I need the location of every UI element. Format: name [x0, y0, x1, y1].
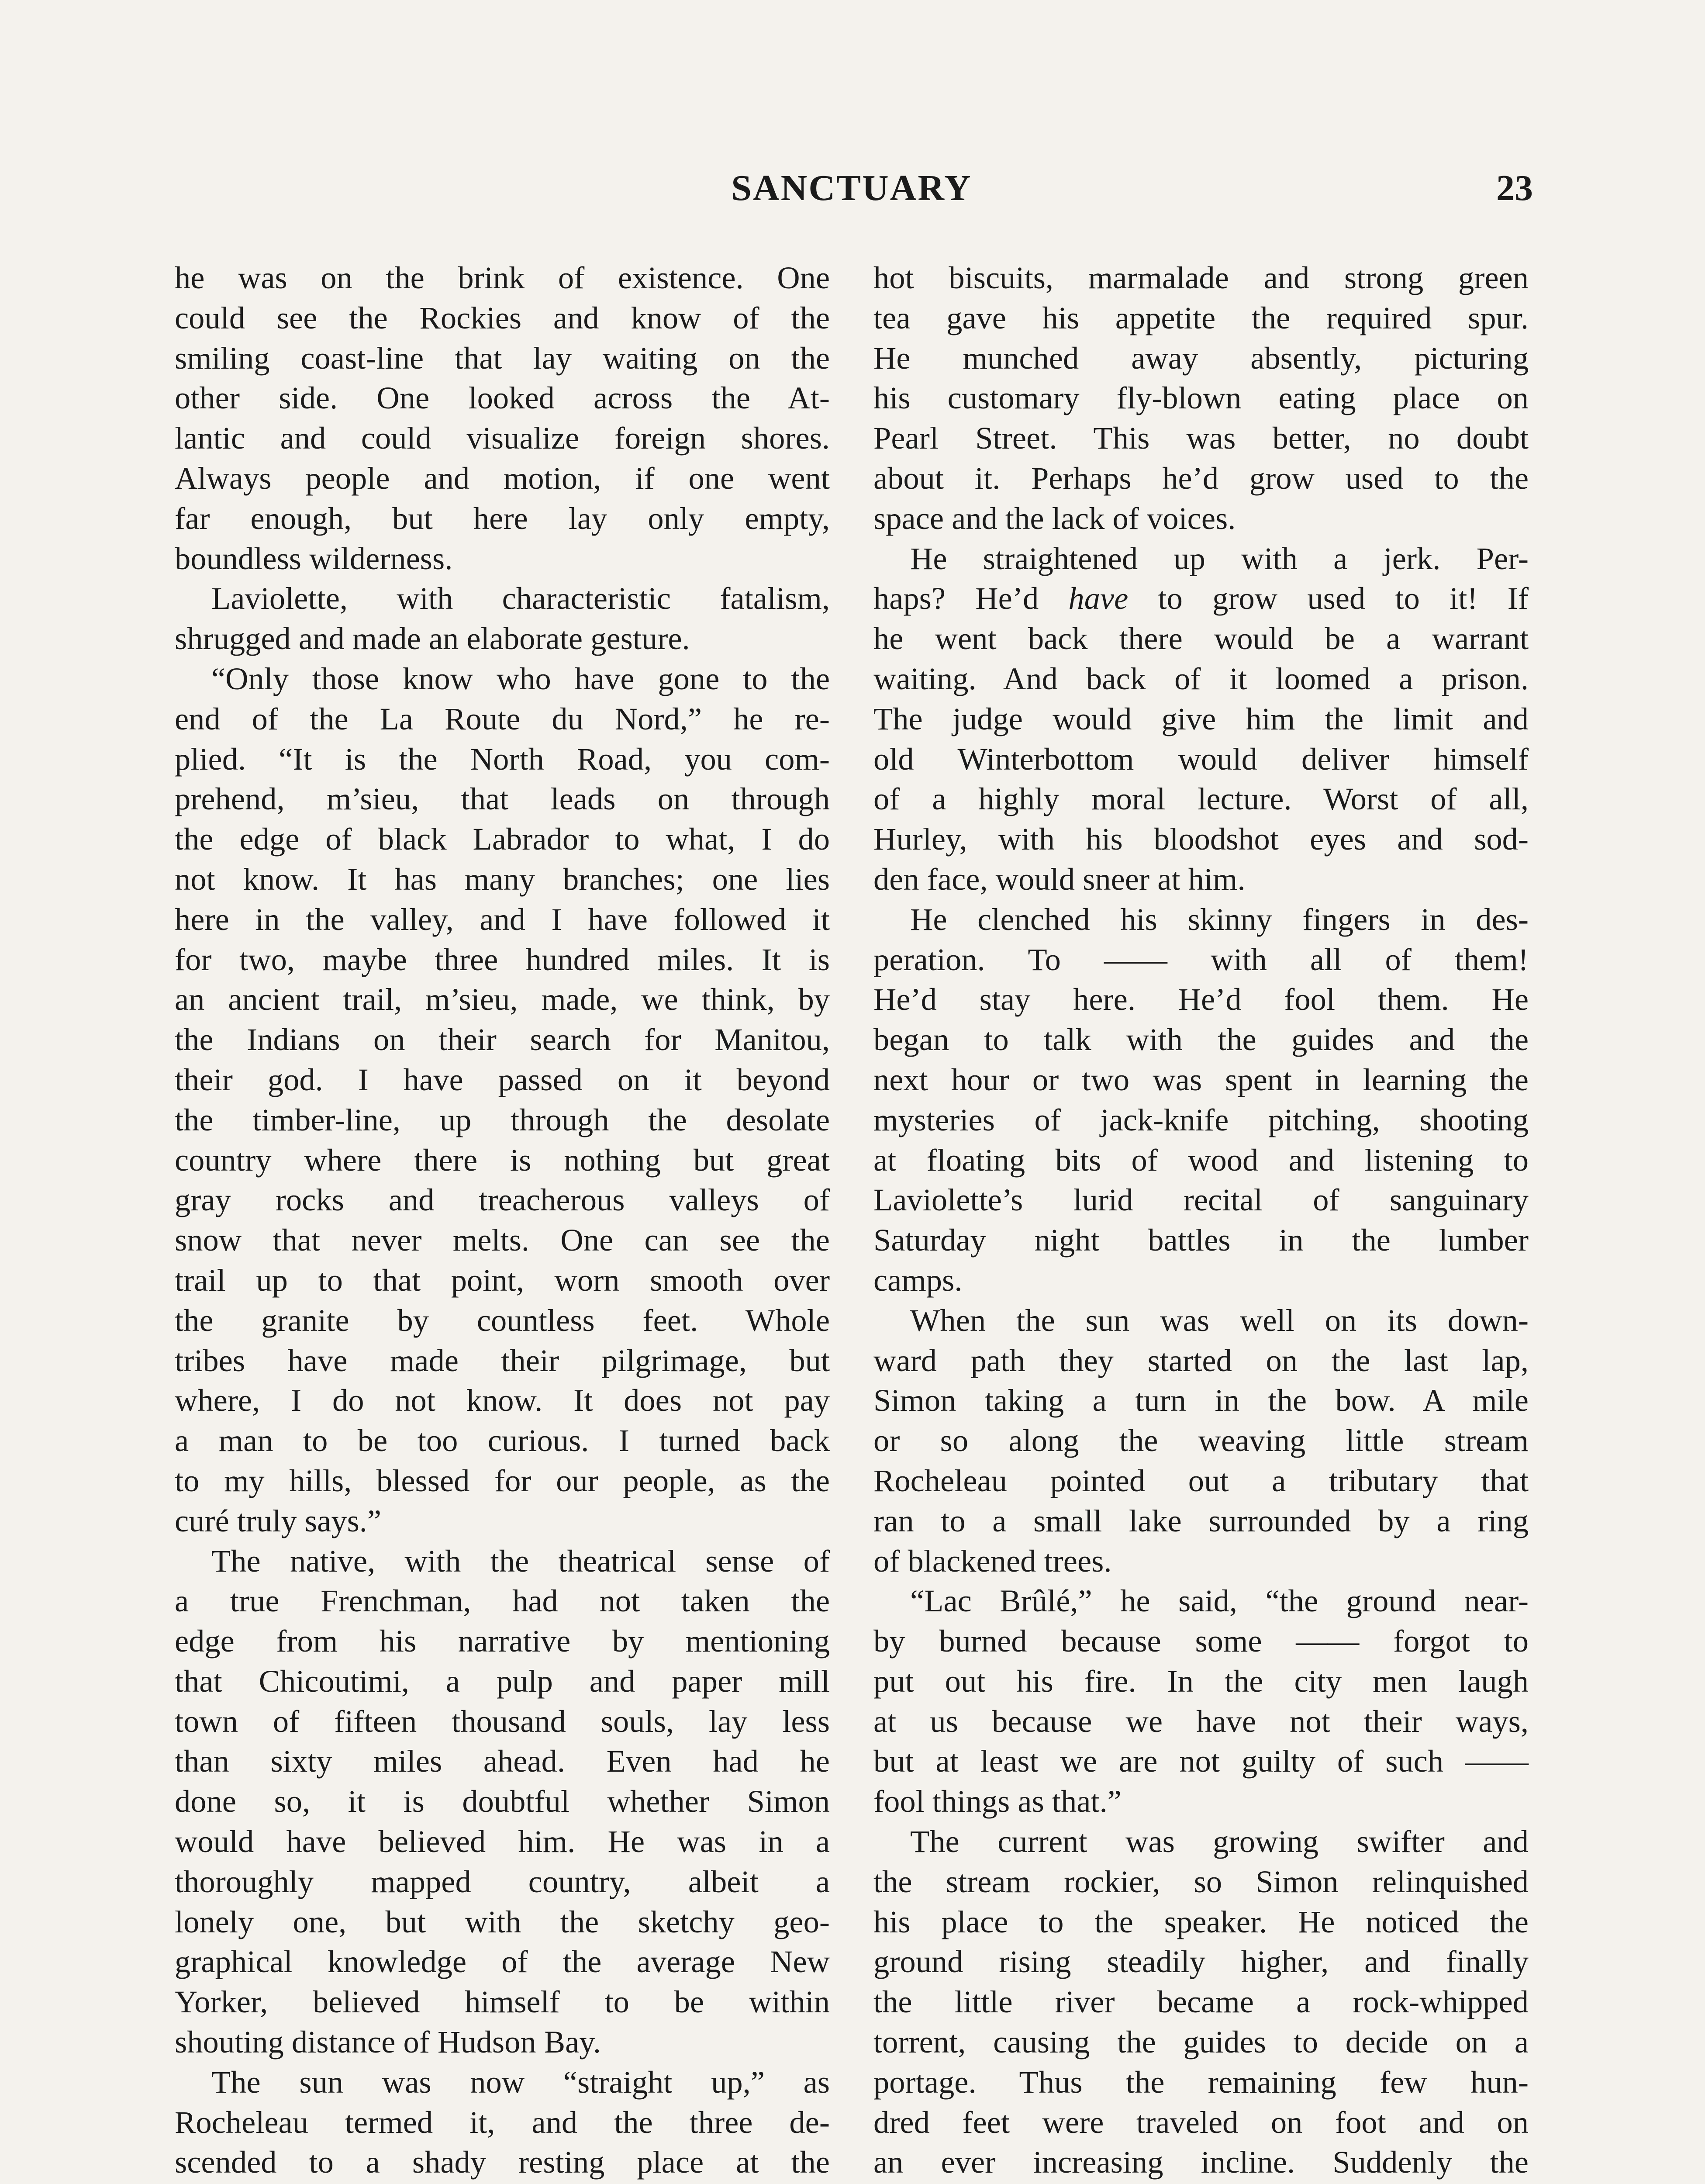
text-line: would have believed him. He was in a — [175, 1824, 830, 1859]
text-line: here in the valley, and I have followed it — [175, 901, 830, 937]
text-line: tea gave his appetite the required spur. — [873, 300, 1529, 335]
text-line: portage. Thus the remaining few hun- — [873, 2064, 1529, 2100]
paragraph — [873, 1821, 1529, 2184]
text-line: their god. I have passed on it beyond — [175, 1061, 830, 1097]
text-line: of blackened trees. — [873, 1543, 1112, 1579]
running-head: SANCTUARY — [731, 168, 972, 208]
paragraph — [873, 1300, 1529, 1581]
right-text-column — [873, 258, 1529, 2184]
text-line: but at least we are not guilty of such —— — [873, 1743, 1529, 1779]
text-line: “Only those know who have gone to the — [211, 660, 830, 696]
text-line: the granite by countless feet. Whole — [175, 1302, 830, 1338]
text-line: for two, maybe three hundred miles. It is — [175, 941, 830, 977]
text-line: old Winterbottom would deliver himself — [873, 741, 1529, 777]
text-line: or so along the weaving little stream — [873, 1423, 1529, 1458]
text-line: Saturday night battles in the lumber — [873, 1222, 1529, 1258]
text-line: at floating bits of wood and listening to — [873, 1142, 1529, 1178]
text-line: by burned because some —— forgot to — [873, 1623, 1529, 1659]
text-line — [175, 2182, 830, 2184]
paragraph — [175, 1541, 830, 2062]
page-header — [175, 167, 1533, 215]
text-line: a man to be too curious. I turned back — [175, 1423, 830, 1458]
text-line: the timber-line, up through the desolate — [175, 1102, 830, 1137]
text-line: he was on the brink of existence. One — [175, 260, 830, 295]
text-line: Hurley, with his bloodshot eyes and sod- — [873, 821, 1529, 857]
text-line: He straightened up with a jerk. Per- — [910, 540, 1529, 576]
text-line: smiling coast-line that lay waiting on the — [175, 340, 830, 376]
text-line: The sun was now “straight up,” as — [211, 2064, 830, 2100]
text-line: not know. It has many branches; one lies — [175, 861, 830, 897]
paragraph — [175, 2062, 830, 2184]
text-line: a true Frenchman, had not taken the — [175, 1583, 830, 1619]
text-line: The current was growing swifter and — [910, 1824, 1529, 1859]
text-line: Laviolette’s lurid recital of sanguinary — [873, 1182, 1529, 1218]
text-line: about it. Perhaps he’d grow used to the — [873, 460, 1529, 496]
text-line — [873, 2182, 1529, 2184]
text-line: edge from his narrative by mentioning — [175, 1623, 830, 1659]
text-line: that Chicoutimi, a pulp and paper mill — [175, 1663, 830, 1699]
text-line: Yorker, believed himself to be within — [175, 1984, 830, 2020]
text-line: gray rocks and treacherous valleys of — [175, 1182, 830, 1218]
text-line: camps. — [873, 1262, 963, 1298]
text-line: shouting distance of Hudson Bay. — [175, 2024, 601, 2060]
text-line: He clenched his skinny fingers in des- — [910, 901, 1529, 937]
text-line: prehend, m’sieu, that leads on through — [175, 781, 830, 817]
text-line: the little river became a rock-whipped — [873, 1984, 1529, 2020]
emphasis: have — [1068, 581, 1129, 616]
text-line: The native, with the theatrical sense of — [211, 1543, 830, 1579]
text-line: graphical knowledge of the average New — [175, 1944, 830, 1980]
text-line: shrugged and made an elaborate gesture. — [175, 621, 690, 657]
text-line: of a highly moral lecture. Worst of all, — [873, 781, 1529, 817]
text-line: fool things as that.” — [873, 1783, 1122, 1819]
text-line: He munched away absently, picturing — [873, 340, 1529, 376]
text-line: ward path they started on the last lap, — [873, 1342, 1529, 1378]
text-line: When the sun was well on its down- — [910, 1302, 1529, 1338]
text-line: country where there is nothing but great — [175, 1142, 830, 1178]
text-line: town of fifteen thousand souls, lay less — [175, 1703, 830, 1739]
paragraph — [873, 258, 1529, 539]
paragraph — [873, 1581, 1529, 1821]
text-line: den face, would sneer at him. — [873, 861, 1246, 897]
text-line: put out his fire. In the city men laugh — [873, 1663, 1529, 1699]
text-line: Rocheleau pointed out a tributary that — [873, 1462, 1529, 1498]
text-line: boundless wilderness. — [175, 540, 453, 576]
text-line: Always people and motion, if one went — [175, 460, 830, 496]
page-number: 23 — [1496, 168, 1533, 208]
text-line: waiting. And back of it loomed a prison. — [873, 660, 1529, 696]
text-line: peration. To —— with all of them! — [873, 941, 1529, 977]
text-line: space and the lack of voices. — [873, 500, 1236, 536]
text-line: trail up to that point, worn smooth over — [175, 1262, 830, 1298]
text-line: hot biscuits, marmalade and strong green — [873, 260, 1529, 295]
text-line: to my hills, blessed for our people, as the — [175, 1462, 830, 1498]
text-line: Pearl Street. This was better, no doubt — [873, 420, 1529, 456]
text-line: could see the Rockies and know of the — [175, 300, 830, 335]
text-line: began to talk with the guides and the — [873, 1022, 1529, 1057]
text-line: he went back there would be a warrant — [873, 621, 1529, 657]
paragraph — [175, 578, 830, 659]
text-line: far enough, but here lay only empty, — [175, 500, 830, 536]
text-line: snow that never melts. One can see the — [175, 1222, 830, 1258]
text-line: done so, it is doubtful whether Simon — [175, 1783, 830, 1819]
text-line: ran to a small lake surrounded by a ring — [873, 1503, 1529, 1538]
text-line: dred feet were traveled on foot and on — [873, 2104, 1529, 2140]
text-line: the edge of black Labrador to what, I do — [175, 821, 830, 857]
text-line: tribes have made their pilgrimage, but — [175, 1342, 830, 1378]
text-line: where, I do not know. It does not pay — [175, 1382, 830, 1418]
text-line: lonely one, but with the sketchy geo- — [175, 1904, 830, 1939]
text-line: an ancient trail, m’sieu, made, we think, by — [175, 981, 830, 1017]
text-line: the Indians on their search for Manitou, — [175, 1022, 830, 1057]
text-line: other side. One looked across the At- — [175, 380, 830, 416]
text-line: his place to the speaker. He noticed the — [873, 1904, 1529, 1939]
left-text-column — [175, 258, 830, 2184]
text-line: torrent, causing the guides to decide on a — [873, 2024, 1529, 2060]
text-line: Laviolette, with characteristic fatalism, — [211, 581, 830, 616]
text-line: plied. “It is the North Road, you com- — [175, 741, 830, 777]
text-line: “Lac Brûlé,” he said, “the ground near- — [910, 1583, 1529, 1619]
text-line: the stream rockier, so Simon relinquished — [873, 1863, 1529, 1899]
text-line: Simon taking a turn in the bow. A mile — [873, 1382, 1529, 1418]
paragraph — [873, 539, 1529, 899]
text-line: haps? He’d have to grow used to it! If — [873, 581, 1529, 616]
text-line: lantic and could visualize foreign shores. — [175, 420, 830, 456]
text-line: next hour or two was spent in learning the — [873, 1061, 1529, 1097]
text-line: at us because we have not their ways, — [873, 1703, 1529, 1739]
text-line: his customary fly-blown eating place on — [873, 380, 1529, 416]
text-line: He’d stay here. He’d fool them. He — [873, 981, 1529, 1017]
text-line: an ever increasing incline. Suddenly the — [873, 2144, 1529, 2180]
text-line: ground rising steadily higher, and finally — [873, 1944, 1529, 1980]
text-line: scended to a shady resting place at the — [175, 2144, 830, 2180]
text-line: curé truly says.” — [175, 1503, 382, 1538]
text-line: thoroughly mapped country, albeit a — [175, 1863, 830, 1899]
text-line: than sixty miles ahead. Even had he — [175, 1743, 830, 1779]
text-line: Rocheleau termed it, and the three de- — [175, 2104, 830, 2140]
paragraph — [175, 258, 830, 578]
paragraph — [175, 659, 830, 1541]
text-line: end of the La Route du Nord,” he re- — [175, 701, 830, 736]
paragraph — [873, 899, 1529, 1300]
text-line: The judge would give him the limit and — [873, 701, 1529, 736]
text-line: mysteries of jack-knife pitching, shooting — [873, 1102, 1529, 1137]
